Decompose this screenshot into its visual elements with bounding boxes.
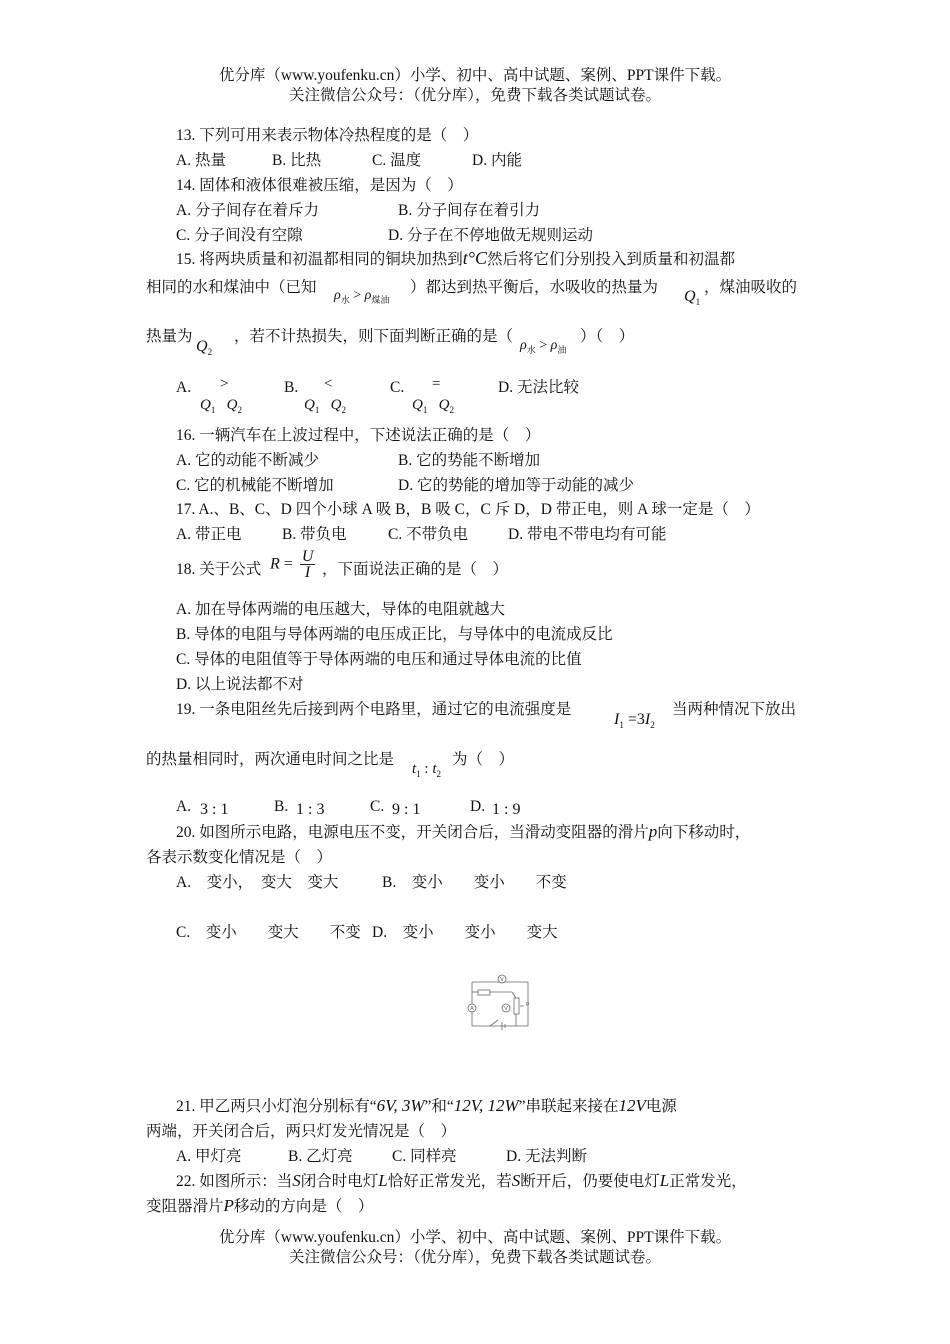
q18-option-a: A. 加在导体两端的电压越大，导体的电阻就越大: [176, 601, 505, 618]
q15-density-inequality: $\rho_水 > \rho_{煤油}$: [334, 288, 390, 305]
q13-option-a: A. 热量: [176, 152, 226, 169]
q15-option-b-label: B.: [284, 379, 299, 396]
q18-stem-b: ，下面说法正确的是（ ）: [322, 561, 509, 578]
header-line-2: 关注微信公众号：（优分库），免费下载各类试题试卷。: [288, 87, 661, 104]
q20-option-d: D. 变小 变小 变大: [372, 924, 558, 941]
q15-line-2-b: ）都达到热平衡后，水吸收的热量为: [410, 279, 659, 296]
q16-option-b: B. 它的势能不断增加: [398, 452, 541, 469]
q19-option-c-label: C.: [370, 798, 385, 815]
voltmeter-label: V: [500, 977, 504, 983]
q14-option-c: C. 分子间没有空隙: [176, 227, 303, 244]
q18-option-c: C. 导体的电阻值等于导体两端的电压和通过导体电流的比值: [176, 651, 582, 668]
temperature-symbol: t°C: [462, 248, 487, 268]
q13-stem: 13. 下列可用来表示物体冷热程度的是（ ）: [176, 127, 479, 144]
q15-line-3-c: ）（ ）: [580, 328, 635, 345]
q15-line-3-a: 热量为: [146, 328, 193, 345]
q17-stem: 17. A.、B、C、D 四个小球 A 吸 B，B 吸 C，C 斥 D，D 带正电，则 A 球一定是（ ）: [176, 501, 760, 518]
circuit-wire: [512, 992, 516, 998]
q17-option-a: A. 带正电: [176, 526, 242, 543]
q18-formula: R = $\frac{U}{I}$: [270, 548, 314, 581]
footer-line-1: 优分库（www.youfenku.cn）小学、初中、高中试题、案例、PPT课件下载。: [218, 1229, 732, 1246]
q19-time-ratio: $t_1$ : $t_2$: [412, 761, 442, 779]
q17-option-d: D. 带电不带电均有可能: [508, 526, 667, 543]
q20-circuit-diagram: [462, 972, 538, 1036]
q15-option-c-expr: = $Q_1$ $Q_2$: [412, 376, 454, 415]
q19-option-c-value: 9 : 1: [392, 801, 421, 818]
voltmeter-2-label: V: [504, 1006, 508, 1012]
q15-option-a-expr: > $Q_1$ $Q_2$: [200, 376, 242, 415]
resistor: [478, 990, 490, 995]
q20-option-a: A. 变小， 变大 变大: [176, 874, 339, 891]
q18-option-d: D. 以上说法都不对: [176, 676, 304, 693]
q13-option-c: C. 温度: [372, 152, 422, 169]
q15-line-1: 15. 将两块质量和初温都相同的铜块加热到t°C然后将它们分别投入到质量和初温都: [176, 248, 735, 268]
rheostat: [514, 998, 519, 1014]
q19-line-1-a: 19. 一条电阻丝先后接到两个电路里，通过它的电流强度是: [176, 701, 572, 718]
circuit-wire: [472, 982, 528, 1026]
q21-option-d: D. 无法判断: [506, 1148, 587, 1165]
q15-line-2-a: 相同的水和煤油中（已知: [146, 279, 317, 296]
q19-line-2-b: 为（ ）: [452, 751, 515, 768]
q15-option-b-expr: < $Q_1$ $Q_2$: [304, 376, 346, 415]
q14-stem: 14. 固体和液体很难被压缩，是因为（ ）: [176, 177, 463, 194]
q15-option-c-label: C.: [390, 379, 405, 396]
q15-option-a-label: A.: [176, 379, 192, 396]
q21-option-a: A. 甲灯亮: [176, 1148, 242, 1165]
q21-option-b: B. 乙灯亮: [288, 1148, 353, 1165]
q19-option-b-value: 1 : 3: [296, 801, 325, 818]
q19-line-1-b: 当两种情况下放出: [672, 701, 797, 718]
q20-line-1: 20. 如图所示电路，电源电压不变，开关闭合后，当滑动变阻器的滑片p向下移动时，: [176, 822, 751, 841]
q15-line-2-c: ，煤油吸收的: [704, 279, 798, 296]
q22-line-1: 22. 如图所示：当S闭合时电灯L恰好正常发光，若S断开后，仍要使电灯L正常发光，: [176, 1171, 747, 1190]
q21-option-c: C. 同样亮: [392, 1148, 457, 1165]
q19-option-a-label: A.: [176, 798, 192, 815]
header-line-1: 优分库（www.youfenku.cn）小学、初中、高中试题、案例、PPT课件下载。: [218, 67, 732, 84]
switch: [490, 1020, 498, 1026]
q19-option-b-label: B.: [274, 798, 289, 815]
q19-option-d-label: D.: [470, 798, 486, 815]
q14-option-d: D. 分子在不停地做无规则运动: [388, 227, 593, 244]
q13-option-d: D. 内能: [472, 152, 522, 169]
q20-option-c: C. 变小 变大 不变: [176, 924, 361, 941]
q19-option-d-value: 1 : 9: [492, 801, 521, 818]
ammeter-label: A: [470, 1006, 474, 1012]
slider-label: p: [526, 1001, 530, 1007]
q20-option-b: B. 变小 变小 不变: [382, 874, 567, 891]
q16-option-d: D. 它的势能的增加等于动能的减少: [398, 477, 634, 494]
q19-line-2-a: 的热量相同时，两次通电时间之比是: [146, 751, 395, 768]
q17-option-b: B. 带负电: [282, 526, 347, 543]
q14-option-a: A. 分子间存在着斥力: [176, 202, 319, 219]
q13-option-b: B. 比热: [272, 152, 322, 169]
q16-option-a: A. 它的动能不断减少: [176, 452, 319, 469]
q17-option-c: C. 不带负电: [388, 526, 469, 543]
q20-line-2: 各表示数变化情况是（ ）: [146, 849, 333, 866]
q19-current-relation: $I_1 =3I_2$: [614, 711, 655, 730]
q21-line-1: 21. 甲乙两只小灯泡分别标有“6V, 3W”和“12V, 12W”串联起来接在12V电源: [176, 1096, 677, 1115]
q18-option-b: B. 导体的电阻与导体两端的电压成正比，与导体中的电流成反比: [176, 626, 613, 643]
q18-stem-a: 18. 关于公式: [176, 561, 262, 578]
q15-q2: $Q_2$: [196, 338, 213, 357]
q15-density-inequality-2: $\rho_水 > \rho_油$: [520, 338, 567, 355]
q19-option-a-value: 3 : 1: [200, 801, 229, 818]
q15-line-3-b: ，若不计热损失，则下面判断正确的是（: [234, 328, 514, 345]
q22-line-2: 变阻器滑片P移动的方向是（ ）: [146, 1196, 374, 1215]
q14-option-b: B. 分子间存在着引力: [398, 202, 541, 219]
q16-option-c: C. 它的机械能不断增加: [176, 477, 334, 494]
q15-option-d: D. 无法比较: [498, 379, 579, 396]
footer-line-2: 关注微信公众号：（优分库），免费下载各类试题试卷。: [288, 1249, 661, 1266]
q16-stem: 16. 一辆汽车在上波过程中，下述说法正确的是（ ）: [176, 427, 541, 444]
q21-line-2: 两端，开关闭合后，两只灯发光情况是（ ）: [146, 1123, 457, 1140]
q15-q1: $Q_1$: [684, 288, 701, 307]
